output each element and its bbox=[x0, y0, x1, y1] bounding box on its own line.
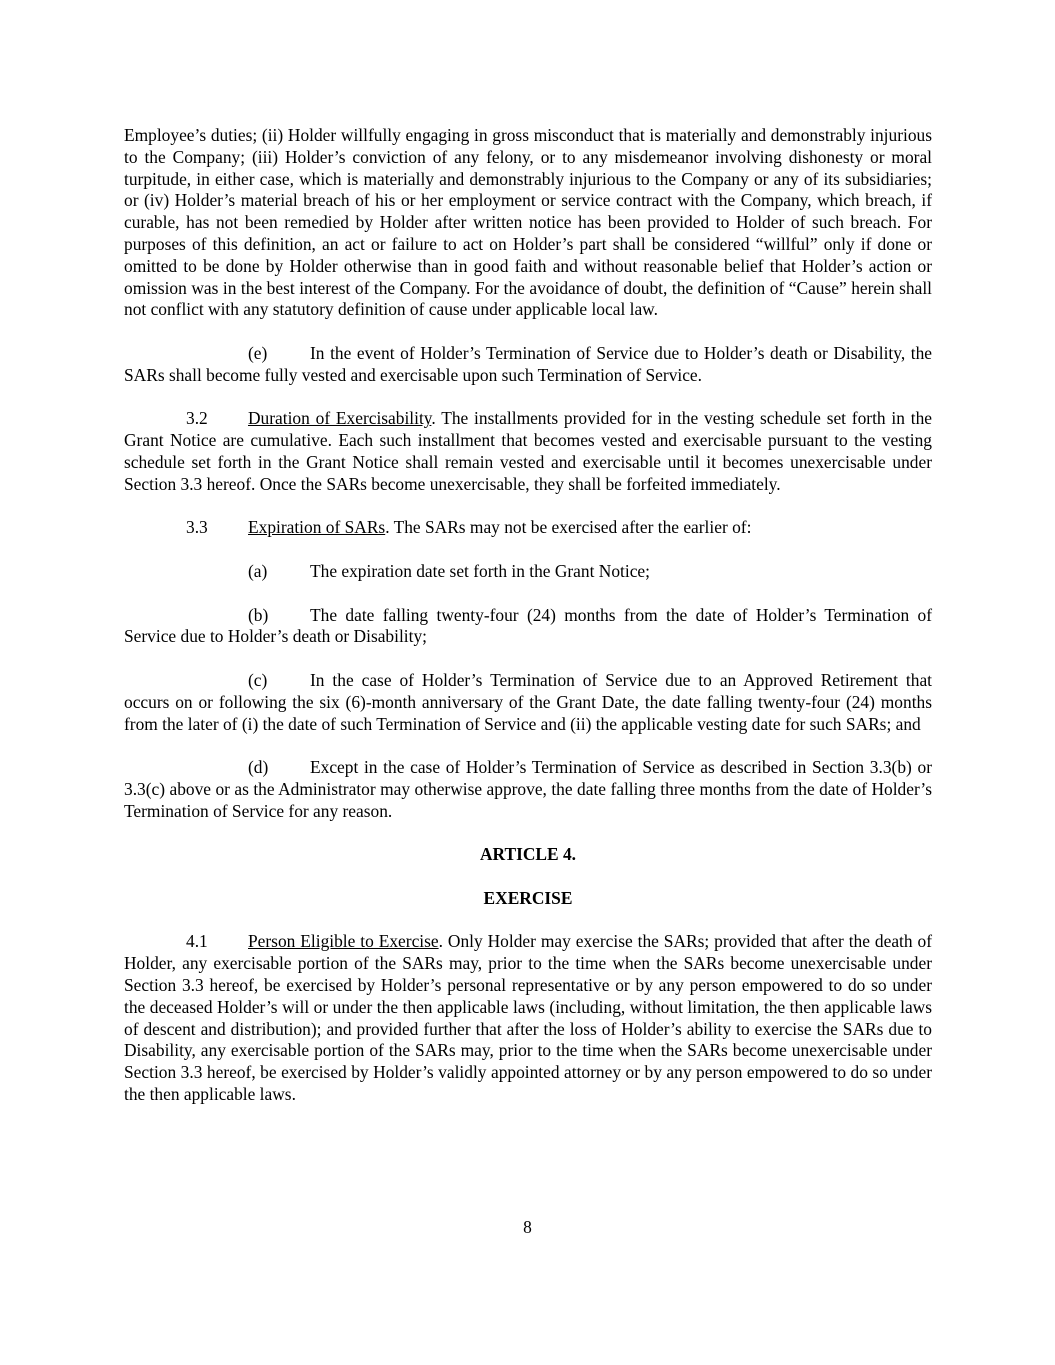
section-3-2-number: 3.2 bbox=[186, 408, 208, 429]
item-e-label: (e) bbox=[248, 342, 268, 363]
item-b-paragraph bbox=[124, 605, 932, 649]
item-a-text: The expiration date set forth in the Grant Notice; bbox=[310, 560, 650, 581]
item-c-paragraph bbox=[124, 670, 932, 735]
item-d-paragraph bbox=[124, 757, 932, 822]
section-4-1-text: . Only Holder may exercise the SARs; provided that after the death of Holder, any exercisable portion of the SARs may, prior to the time when the SARs become unexercisable under Section 3.3 hereof, be exercised by Holder’s personal representative or by any person empowered to do so under the deceased Holder’s will or under the then applicable laws (including, without limitation, the then applicable laws of descent and distribution); and provided further that after the loss of Holder’s ability to exercise the SARs due to Disability, any exercisable portion of the SARs may, prior to the time when the SARs become unexercisable under Section 3.3 hereof, be exercised by Holder’s validly appointed attorney or by any person empowered to do so under the then applicable laws. bbox=[124, 931, 932, 1105]
section-4-1-paragraph bbox=[124, 931, 932, 1105]
item-e-text: In the event of Holder’s Termination of Service due to Holder’s death or Disability, the SARs shall become fully vested and exercisable upon such Termination of Service. bbox=[124, 342, 932, 385]
document-page bbox=[124, 125, 932, 1106]
section-3-3-number: 3.3 bbox=[186, 517, 208, 538]
page-number: 8 bbox=[523, 1217, 532, 1237]
section-3-3-text: . The SARs may not be exercised after the earlier of: bbox=[385, 517, 752, 538]
section-3-2-heading: Duration of Exercisability bbox=[248, 408, 432, 429]
article-title: EXERCISE bbox=[483, 887, 573, 908]
article-number: ARTICLE 4. bbox=[479, 844, 577, 865]
section-4-1-heading: Person Eligible to Exercise bbox=[248, 931, 439, 952]
section-3-2-text: . The installments provided for in the vesting schedule set forth in the Grant Notice are cumulative. Each such installment that becomes vested and exercisable pursuant to the vesting schedule set forth in the Grant Notice shall remain vested and exercisable until it becomes unexercisable under Section 3.3 hereof. Once the SARs become unexercisable, they shall be forfeited immediately. bbox=[124, 408, 932, 494]
item-d-label: (d) bbox=[248, 757, 269, 778]
item-b-text: The date falling twenty-four (24) months from the date of Holder’s Termination of Service due to Holder’s death or Disability; bbox=[124, 604, 932, 647]
item-c-text: In the case of Holder’s Termination of Service due to an Approved Retirement that occurs on or following the six (6)-month anniversary of the Grant Date, the date falling twenty-four (24) months from the later of (i) the date of such Termination of Service and (ii) the applicable vesting date for such SARs; and bbox=[124, 669, 932, 734]
cause-definition-continued-paragraph: Employee’s duties; (ii) Holder willfully engaging in gross misconduct that is materially and demonstrably injurious to the Company; (iii) Holder’s conviction of any felony, or to any misdemeanor involving dishonesty or moral turpitude, in either case, which is materially and demonstrably injurious to the Company or any of its subsidiaries; or (iv) Holder’s material breach of his or her employment or service contract with the Company, which breach, if curable, has not been remedied by Holder after written notice has been provided to Holder of such breach. For purposes of this definition, an act or failure to act on Holder’s part shall be considered “willful” only if done or omitted to be done by Holder otherwise than in good faith and without reasonable belief that Holder’s action or omission was in the best interest of the Company. For the avoidance of doubt, the definition of “Cause” herein shall not conflict with any statutory definition of cause under applicable local law. bbox=[124, 125, 932, 320]
section-3-3-heading: Expiration of SARs bbox=[248, 517, 386, 538]
item-e-paragraph bbox=[124, 343, 932, 387]
section-3-2-paragraph bbox=[124, 408, 932, 495]
section-4-1-number: 4.1 bbox=[186, 931, 208, 952]
item-d-text: Except in the case of Holder’s Termination of Service as described in Section 3.3(b) or 3.3(c) above or as the Administrator may otherwise approve, the date falling three months from the date of Holder’s Termination of Service for any reason. bbox=[124, 757, 932, 821]
item-b-label: (b) bbox=[248, 604, 269, 625]
section-3-3-paragraph bbox=[124, 517, 932, 539]
item-c-label: (c) bbox=[248, 669, 268, 690]
item-a-paragraph bbox=[124, 561, 932, 583]
item-a-label: (a) bbox=[248, 560, 268, 581]
